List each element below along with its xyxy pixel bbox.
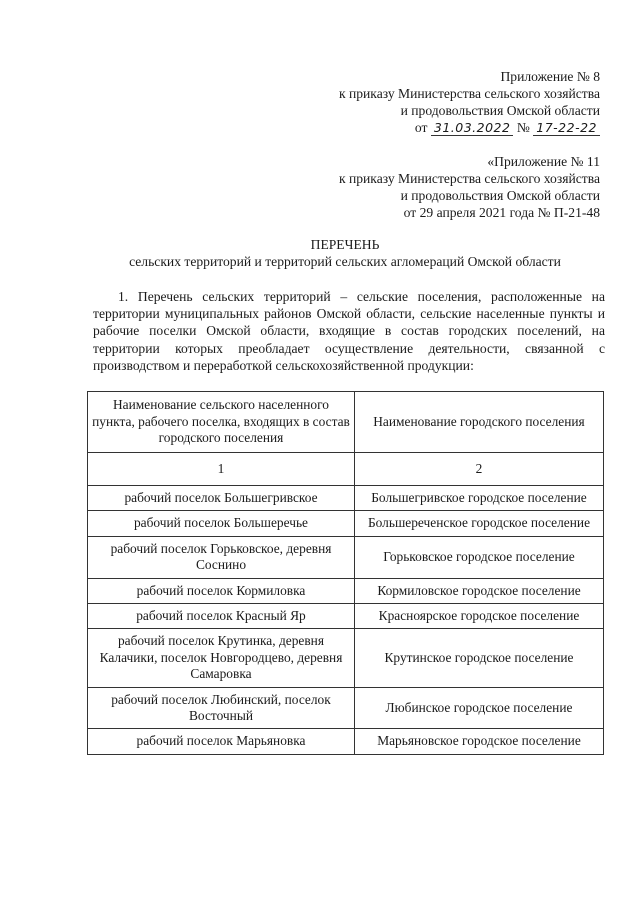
- settlement-cell: рабочий поселок Красный Яр: [88, 604, 355, 629]
- document-title: [80, 236, 610, 270]
- column-number-1: 1: [88, 453, 355, 486]
- header-settlement: Наименование сельского населенного пункта, рабочего поселка, входящих в состав городского поселения: [88, 392, 355, 453]
- handwritten-number: 17-22-22: [533, 121, 600, 136]
- table-row: [88, 729, 604, 754]
- title-subheading: сельских территорий и территорий сельских агломераций Омской области: [129, 254, 561, 269]
- urban-settlement-cell: Любинское городское поселение: [355, 687, 604, 729]
- settlement-cell: рабочий поселок Горьковское, деревня Соснино: [88, 536, 355, 578]
- settlement-cell: рабочий поселок Кормиловка: [88, 578, 355, 603]
- appendix-11-date-line: от 29 апреля 2021 года № П-21-48: [403, 205, 600, 220]
- table-row: [88, 511, 604, 536]
- appendix-11-title: «Приложение № 11: [487, 154, 600, 169]
- settlement-cell: рабочий поселок Крутинка, деревня Калачики, поселок Новгородцево, деревня Самаровка: [88, 629, 355, 687]
- table-row: [88, 604, 604, 629]
- appendix-8-ministry-line: и продовольствия Омской области: [400, 103, 600, 118]
- settlements-table: [87, 391, 604, 755]
- intro-paragraph: 1. Перечень сельских территорий – сельские поселения, расположенные на территории муниципальных районов Омской области, сельские населенные пункты и рабочие поселки Омской области, входящие в состав городских поселений, на территории которых преобладает осуществление деятельности, связанной с производством и переработкой сельскохозяйственной продукции:: [93, 289, 605, 373]
- settlement-cell: рабочий поселок Большеречье: [88, 511, 355, 536]
- appendix-8-order-line: к приказу Министерства сельского хозяйства: [338, 86, 600, 101]
- urban-settlement-cell: Красноярское городское поселение: [355, 604, 604, 629]
- title-heading: ПЕРЕЧЕНЬ: [310, 237, 380, 252]
- appendix-11-header: [339, 153, 600, 221]
- handwritten-date: 31.03.2022: [431, 121, 514, 136]
- settlement-cell: рабочий поселок Большегривское: [88, 486, 355, 511]
- appendix-8-date-line: [339, 119, 600, 136]
- table-row: [88, 629, 604, 687]
- appendix-11-order-line: к приказу Министерства сельского хозяйства: [338, 171, 600, 186]
- urban-settlement-cell: Большереченское городское поселение: [355, 511, 604, 536]
- table-row: [88, 578, 604, 603]
- column-number-row: [88, 453, 604, 486]
- header-urban-settlement: Наименование городского поселения: [355, 392, 604, 453]
- urban-settlement-cell: Крутинское городское поселение: [355, 629, 604, 687]
- settlement-cell: рабочий поселок Марьяновка: [88, 729, 355, 754]
- number-prefix: №: [516, 120, 530, 135]
- table-row: [88, 687, 604, 729]
- urban-settlement-cell: Большегривское городское поселение: [355, 486, 604, 511]
- urban-settlement-cell: Марьяновское городское поселение: [355, 729, 604, 754]
- urban-settlement-cell: Горьковское городское поселение: [355, 536, 604, 578]
- appendix-11-ministry-line: и продовольствия Омской области: [400, 188, 600, 203]
- urban-settlement-cell: Кормиловское городское поселение: [355, 578, 604, 603]
- table-header-row: [88, 392, 604, 453]
- appendix-8-header: [339, 68, 600, 136]
- table-row: [88, 536, 604, 578]
- column-number-2: 2: [355, 453, 604, 486]
- settlement-cell: рабочий поселок Любинский, поселок Восточный: [88, 687, 355, 729]
- date-prefix: от: [414, 120, 428, 135]
- appendix-8-title: Приложение № 8: [500, 69, 600, 84]
- table-row: [88, 486, 604, 511]
